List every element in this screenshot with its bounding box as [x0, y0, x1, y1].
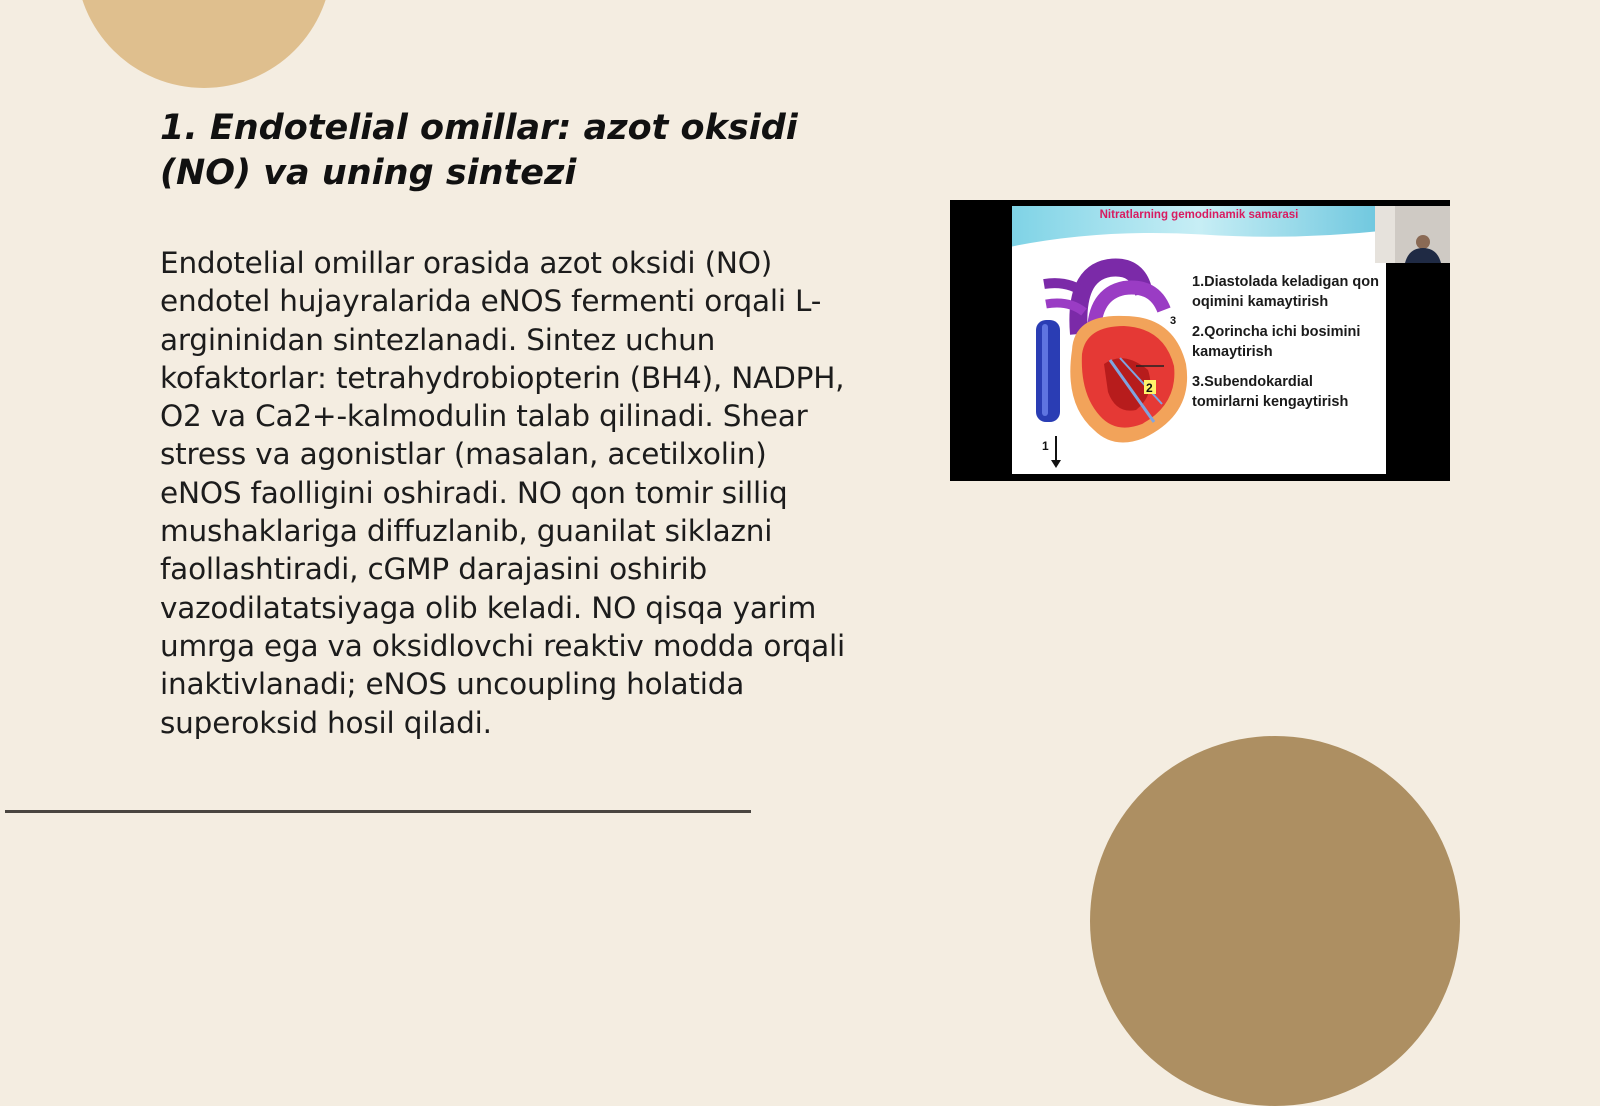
embedded-slide: [1012, 206, 1386, 474]
heart-marker-3: 3: [1170, 315, 1177, 327]
embedded-slide-title: Nitratlarning gemodinamik samarasi: [1099, 209, 1299, 221]
decorative-circle-bottom: [1090, 736, 1460, 1106]
effect-item: 2.Qorincha ichi bosimini kamaytirish: [1192, 324, 1361, 360]
decorative-circle-top: [76, 0, 332, 88]
effect-item: 3.Subendokardial tomirlarni kengaytirish: [1192, 374, 1349, 410]
effect-item: 1.Diastolada keladigan qon oqimini kamaytirish: [1192, 274, 1379, 310]
heart-illustration: [1024, 254, 1194, 474]
person-icon: [1375, 206, 1450, 263]
embedded-screenshot: [950, 200, 1450, 481]
slide-body-text: Endotelial omillar orasida azot oksidi (NO) endotel hujayralarida eNOS fermenti orqali L-argininidan sintezlanadi. Sintez uchun kofaktorlar: tetrahydrobiopterin (BH4), NADPH, O2 va Ca2+-kalmodulin talab qilinadi. Shear stress va agonistlar (masalan, acetilxolin) eNOS faolligini oshiradi. NO qon tomir silliq mushaklariga diffuzlanib, guanilat siklazni faollashtiradi, cGMP darajasini oshirib vazodilatatsiyaga olib keladi. NO qisqa yarim umrga ega va oksidlovchi reaktiv modda orqali inaktivlanadi; eNOS uncoupling holatida superoksid hosil qiladi.: [160, 246, 846, 740]
effects-list: [1192, 272, 1382, 422]
heart-marker-1: 1: [1042, 439, 1049, 453]
slide-title: 1. Endotelial omillar: azot oksidi (NO) va uning sintezi: [160, 108, 798, 193]
divider-line: [5, 810, 751, 813]
webcam-thumbnail: [1375, 206, 1450, 263]
heart-marker-2: 2: [1146, 381, 1153, 395]
